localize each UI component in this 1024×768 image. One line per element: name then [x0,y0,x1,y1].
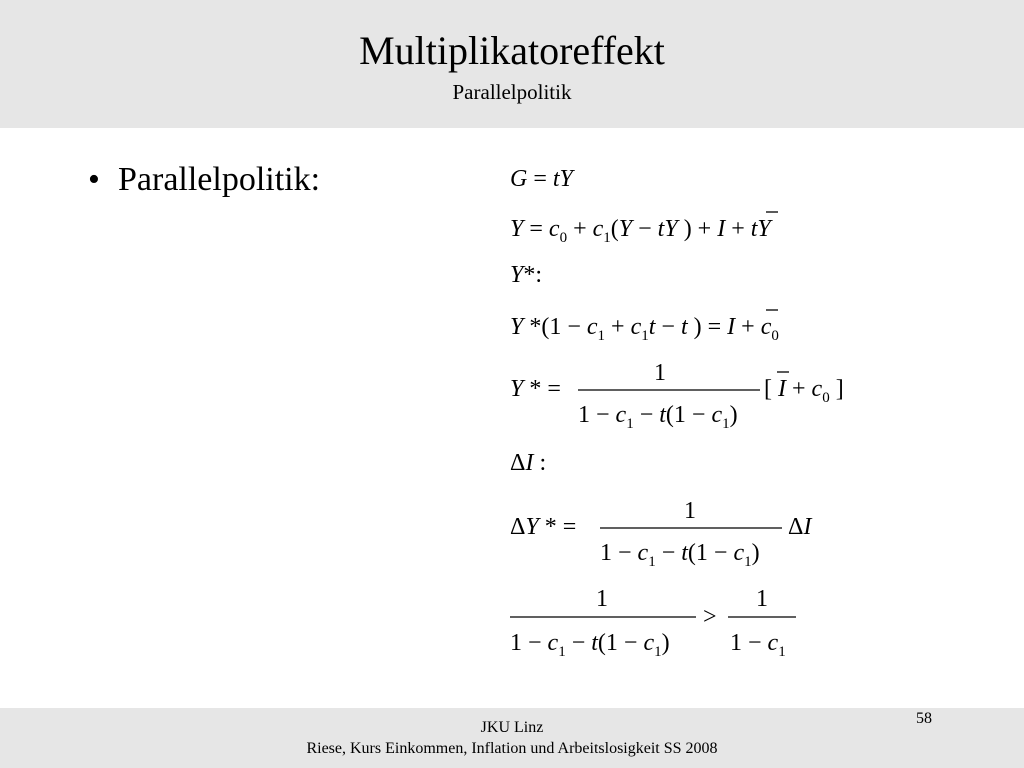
equation-8 [510,586,796,660]
slide-title: Multiplikatoreffekt [359,28,665,73]
svg-text:G = tY: G = tY [510,166,573,192]
bullet-item [88,160,320,200]
svg-text:Y *(1 − c1 + c1t − t ) = I + c: Y $*(1 - c_1 + c_1t - t$ ) = $I + c_0$ [510,314,779,344]
svg-text:>: > [703,604,717,630]
svg-text:1: 1 [596,586,608,612]
svg-text:1 − c1 − t(1 − c1): $1 - c_1 - t(1 - c_1)$ [600,540,760,570]
slide-header [0,0,1024,128]
footer-institution: JKU Linz [480,719,544,736]
svg-text:1 − c1 − t(1 − c1): $1 - c_1 - t(1 - c_1)$ [578,402,738,432]
equation-block [500,150,880,680]
bullet-text: Parallelpolitik: [118,161,321,198]
equation-7 [510,498,812,570]
svg-text:1: 1 [684,498,696,524]
svg-text:Y = c0 + c1(Y − tY ) + I + tY: $Y = c_0 + c_1(Y$ − tY ) + I + tY [510,216,771,246]
equation-4 [510,310,779,344]
svg-text:ΔI: ΔI [788,514,812,540]
footer-course: Riese, Kurs Einkommen, Inflation und Arbeitslosigkeit SS 2008 [306,740,718,757]
equation-3 [510,262,542,288]
svg-text:1: 1 [756,586,768,612]
slide-footer [0,708,1024,768]
svg-text:[ I + c0 ]: [ $I + c_0$ ] [764,376,844,406]
svg-text:Y * =: Y * = [510,376,561,402]
bullet-icon: • [88,161,100,198]
svg-text:ΔY * =: ΔY * = [510,514,577,540]
svg-text:1 − c1: $1 - c_1$ [730,630,786,660]
svg-text:1 − c1 − t(1 − c1): $1 - c_1 - t(1 - c_1)$ [510,630,670,660]
svg-text:1: 1 [654,360,666,386]
equation-1 [510,166,576,192]
equation-6 [510,450,546,476]
equation-2 [510,212,778,246]
slide-subtitle: Parallelpolitik [452,80,572,104]
svg-text:Y*:: Y*: [510,262,543,288]
page-number: 58 [916,710,932,727]
equation-5 [510,360,844,432]
svg-text:ΔI :: ΔI : [510,450,547,476]
